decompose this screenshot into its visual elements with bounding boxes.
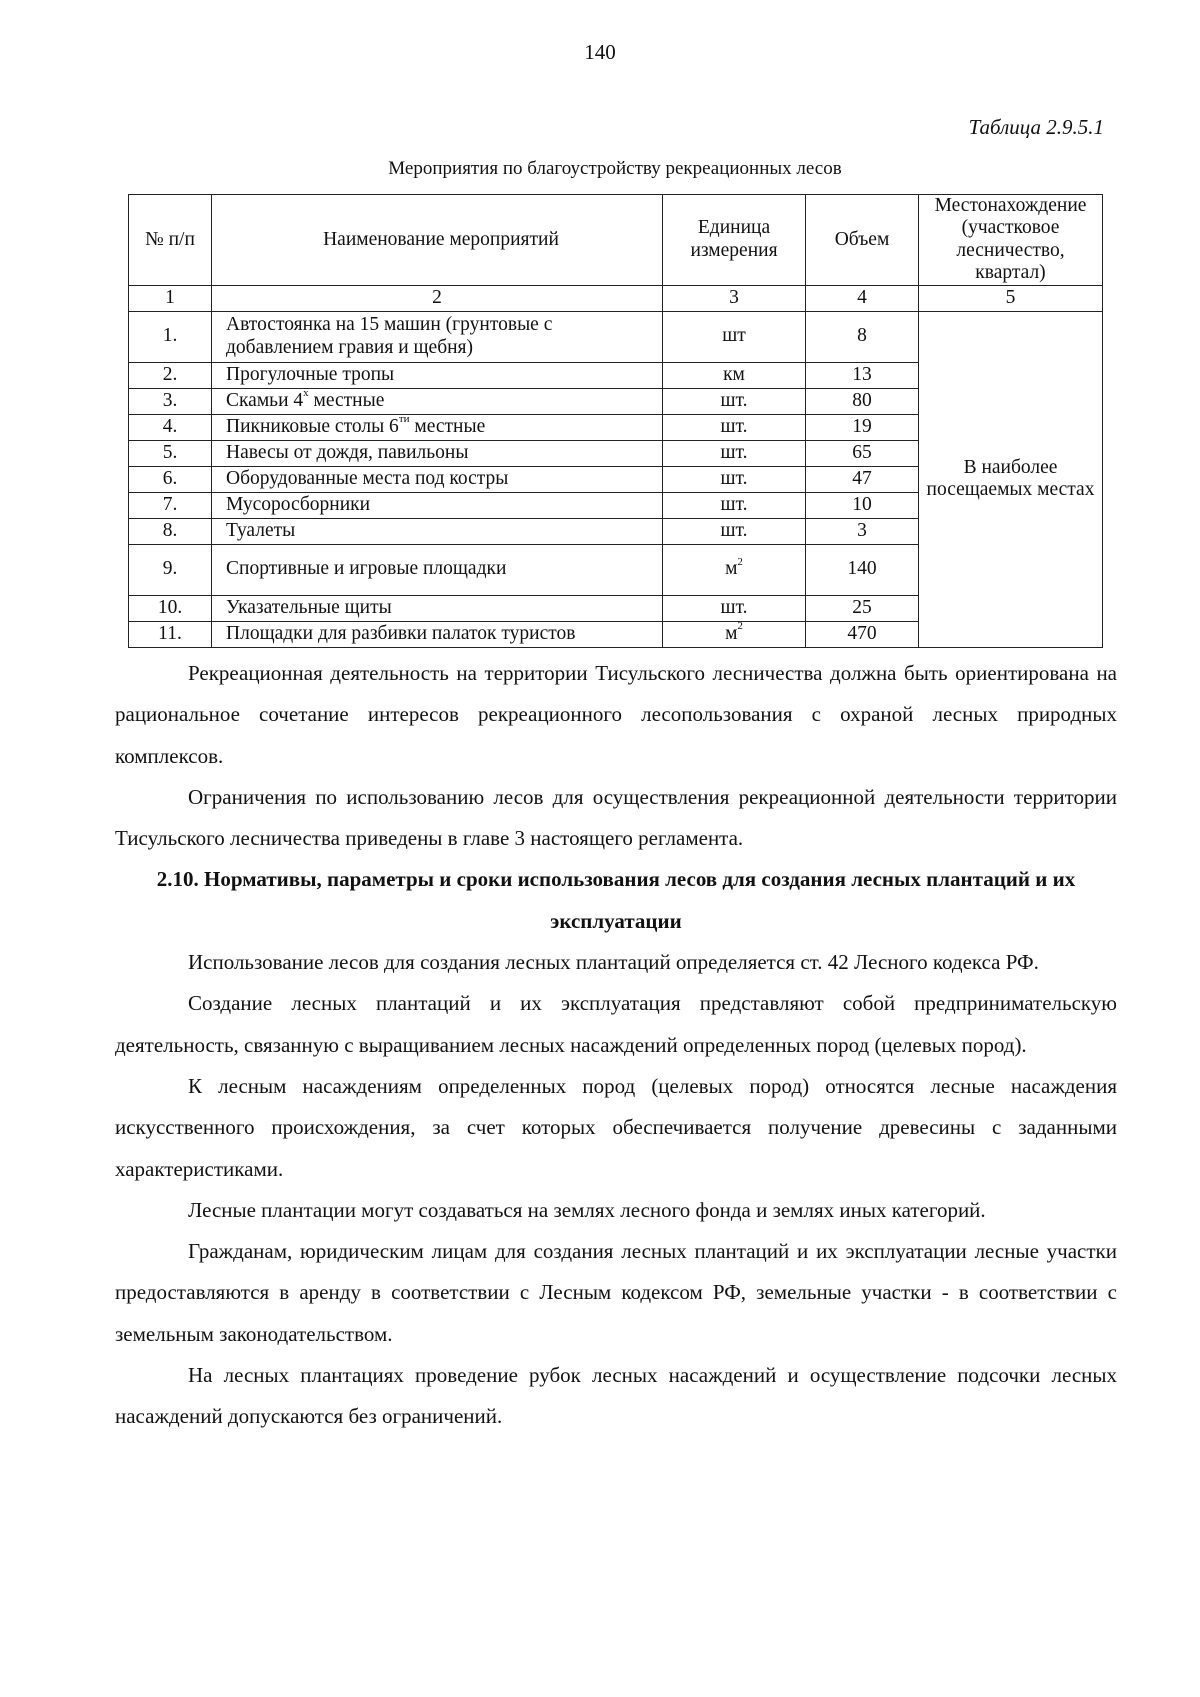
row-name (212, 621, 663, 647)
paragraph: Гражданам, юридическим лицам для создания лесных плантаций и их эксплуатации лесные участки предоставляются в аренду в соответствии с Лесным кодексом РФ, земельные участки - в соответствии с земельным законодательством. (115, 1239, 1117, 1346)
row-number: 6. (129, 466, 212, 492)
paragraph: Рекреационная деятельность на территории Тисульского лесничества должна быть ориентирована на рациональное сочетание интересов рекреационного лесопользования с охраной лесных природных комплексов. (115, 661, 1117, 768)
row-number: 8. (129, 518, 212, 544)
header-num: № п/п (129, 195, 212, 286)
row-unit (663, 311, 806, 362)
row-volume: 10 (806, 492, 919, 518)
row-name (212, 544, 663, 595)
row-name-text: Указательные щиты (226, 596, 392, 618)
paragraph: К лесным насаждениям определенных пород (целевых пород) относятся лесные насаждения искусственного происхождения, за счет которых обеспечивается получение древесины с заданными характеристиками. (115, 1073, 1117, 1181)
row-unit (663, 621, 806, 647)
row-unit-superscript: 2 (737, 555, 743, 568)
row-name-text: Прогулочные тропы (226, 363, 395, 385)
row-name (212, 518, 663, 544)
row-name (212, 492, 663, 518)
row-name-text: Скамьи 4 (226, 389, 304, 411)
row-number: 9. (129, 544, 212, 595)
row-volume: 3 (806, 518, 919, 544)
row-name-text: Спортивные и игровые площадки (226, 558, 507, 580)
paragraph: Использование лесов для создания лесных плантаций определяется ст. 42 Лесного кодекса РФ. (188, 950, 1039, 975)
row-name-text: Туалеты (226, 519, 296, 541)
row-unit (663, 544, 806, 595)
paragraphs-before (115, 653, 1117, 859)
row-name-superscript: ти (398, 413, 410, 426)
row-name (212, 595, 663, 621)
row-unit-superscript: 2 (737, 620, 743, 633)
row-name (212, 311, 663, 362)
header-name: Наименование мероприятий (212, 195, 663, 286)
row-name (212, 466, 663, 492)
row-unit-text: шт. (720, 389, 748, 411)
column-number: 1 (129, 285, 212, 311)
row-name (212, 414, 663, 440)
table-caption: Мероприятия по благоустройству рекреационных лесов (388, 158, 842, 179)
row-name (212, 440, 663, 466)
row-number: 5. (129, 440, 212, 466)
row-volume: 47 (806, 466, 919, 492)
page-number: 140 (584, 40, 616, 64)
paragraph: Создание лесных плантаций и их эксплуатация представляют собой предпринимательскую деятельность, связанную с выращиванием лесных насаждений определенных пород (целевых пород). (115, 991, 1117, 1057)
row-unit (663, 414, 806, 440)
row-unit-text: шт (722, 325, 746, 347)
row-unit (663, 440, 806, 466)
header-unit: Единица измерения (663, 195, 806, 286)
row-unit-text: шт. (720, 415, 748, 437)
row-unit-text: км (723, 363, 745, 385)
location-merged-cell: В наиболее посещаемых местах (919, 311, 1103, 647)
row-number: 1. (129, 311, 212, 362)
header-volume: Объем (806, 195, 919, 286)
row-name-text: Навесы от дождя, павильоны (226, 441, 469, 463)
paragraphs-after (115, 942, 1117, 1438)
row-volume: 25 (806, 595, 919, 621)
row-name (212, 362, 663, 388)
row-unit-text: м (725, 558, 738, 580)
row-number: 11. (129, 621, 212, 647)
row-number: 2. (129, 362, 212, 388)
paragraph: Лесные плантации могут создаваться на землях лесного фонда и землях иных категорий. (188, 1197, 986, 1222)
row-unit (663, 466, 806, 492)
column-numbers-row (129, 285, 1103, 311)
column-number: 2 (212, 285, 663, 311)
recreation-events-table (128, 194, 1103, 648)
row-name-superscript: х (303, 387, 309, 400)
table-label: Таблица 2.9.5.1 (968, 115, 1104, 139)
row-name-text: Площадки для разбивки палаток туристов (226, 622, 576, 644)
row-unit-text: шт. (720, 441, 748, 463)
table-header-row (129, 195, 1103, 286)
body-text (115, 653, 1117, 1438)
row-volume: 8 (806, 311, 919, 362)
row-volume: 19 (806, 414, 919, 440)
column-number: 4 (806, 285, 919, 311)
row-number: 4. (129, 414, 212, 440)
row-name-text: Оборудованные места под костры (226, 467, 509, 489)
row-volume: 13 (806, 362, 919, 388)
row-unit (663, 388, 806, 414)
paragraph: Ограничения по использованию лесов для осуществления рекреационной деятельности территории Тисульского лесничества приведены в главе 3 настоящего регламента. (115, 784, 1117, 851)
row-name-text: Мусоросборники (226, 493, 371, 515)
row-number: 10. (129, 595, 212, 621)
table-body (129, 285, 1103, 647)
row-unit (663, 518, 806, 544)
row-unit-text: м (725, 622, 738, 644)
row-number: 3. (129, 388, 212, 414)
row-volume: 80 (806, 388, 919, 414)
column-number: 3 (663, 285, 806, 311)
row-unit (663, 362, 806, 388)
row-volume: 140 (806, 544, 919, 595)
column-number: 5 (919, 285, 1103, 311)
row-name (212, 388, 663, 414)
row-unit (663, 492, 806, 518)
row-volume: 65 (806, 440, 919, 466)
row-name-text: Автостоянка на 15 машин (грунтовые с добавлением гравия и щебня) (226, 314, 553, 358)
table-row (129, 311, 1103, 362)
row-unit (663, 595, 806, 621)
row-name-suffix: местные (409, 415, 486, 437)
header-location: Местонахождение (участковое лесничество, квартал) (919, 195, 1103, 286)
paragraph: На лесных плантациях проведение рубок лесных насаждений и осуществление подсочки лесных насаждений допускаются без ограничений. (115, 1363, 1117, 1429)
row-name-text: Пикниковые столы 6 (226, 415, 399, 437)
row-volume: 470 (806, 621, 919, 647)
row-unit-text: шт. (720, 596, 748, 618)
row-unit-text: шт. (720, 519, 748, 541)
row-unit-text: шт. (720, 493, 748, 515)
row-name-suffix: местные (308, 389, 385, 411)
row-number: 7. (129, 492, 212, 518)
row-unit-text: шт. (720, 467, 748, 489)
section-heading: 2.10. Нормативы, параметры и сроки использования лесов для создания лесных плантаций и их эксплуатации (156, 867, 1076, 933)
